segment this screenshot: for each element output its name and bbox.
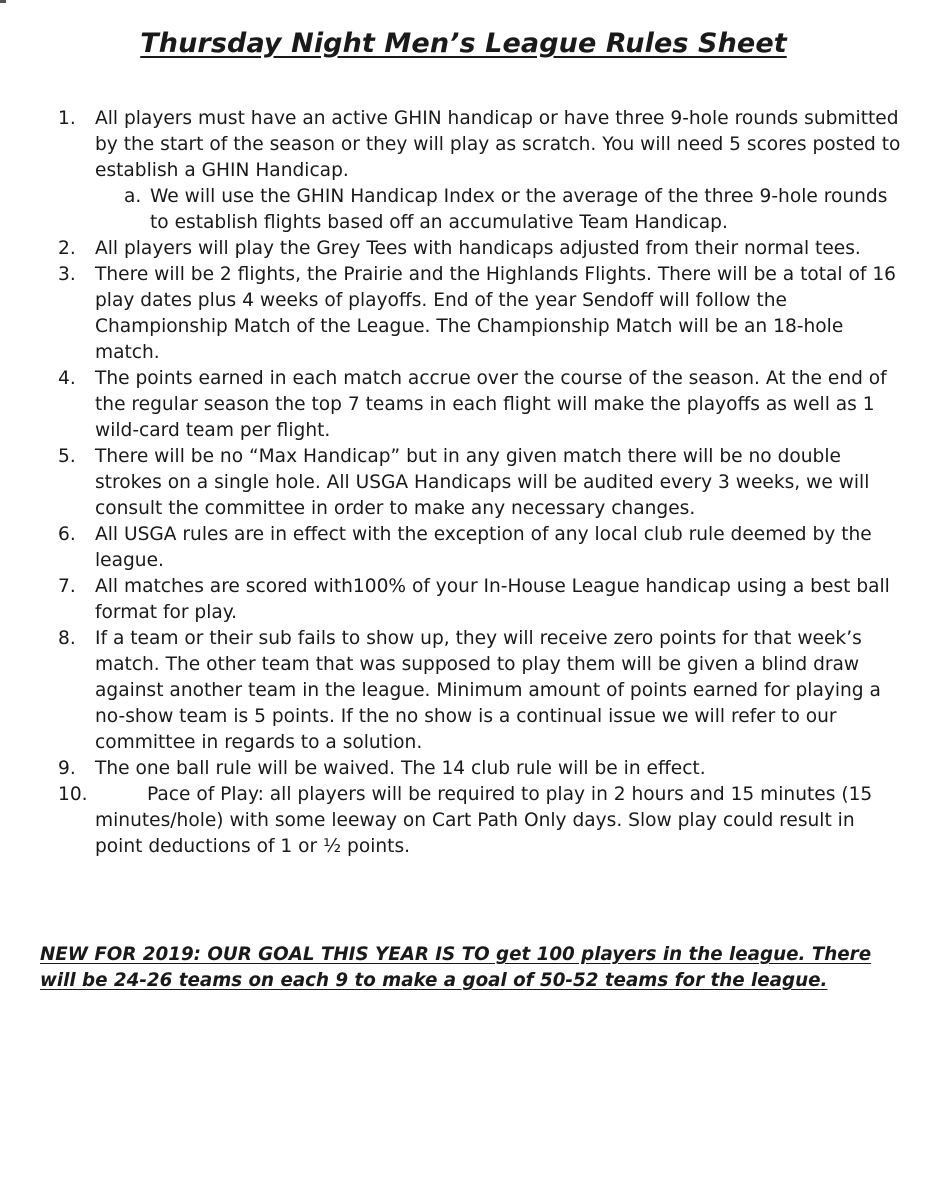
rule-item-10	[0, 782, 927, 860]
rule-item-7	[0, 574, 927, 626]
rule-text: All players will play the Grey Tees with handicaps adjusted from their normal tees.	[95, 238, 861, 259]
rules-list	[0, 106, 927, 860]
rule-text: The points earned in each match accrue over the course of the season. At the end of the regular season the top 7 teams in each flight will make the playoffs as well as 1 wild-card team per flight.	[95, 368, 887, 441]
rule-item-6	[0, 522, 927, 574]
rule-subitem-a	[0, 184, 927, 236]
rule-number: 5.	[58, 446, 76, 467]
new-for-2019-notice: NEW FOR 2019: OUR GOAL THIS YEAR IS TO get 100 players in the league. There will be 24-26 teams on each 9 to make a goal of 50-52 teams for the league.	[40, 944, 872, 991]
page-title: Thursday Night Men’s League Rules Sheet	[140, 28, 787, 59]
rule-number: 9.	[58, 758, 76, 779]
rule-text: All USGA rules are in effect with the exception of any local club rule deemed by the league.	[95, 524, 872, 571]
rule-number: 8.	[58, 628, 76, 649]
rule-item-1	[0, 106, 927, 184]
rule-number: 4.	[58, 368, 76, 389]
rule-number: 3.	[58, 264, 76, 285]
rule-text: Pace of Play: all players will be required to play in 2 hours and 15 minutes (15 minutes/hole) with some leeway on Cart Path Only days. Slow play could result in point deductions of 1 or ½ points.	[95, 784, 873, 857]
rule-item-3	[0, 262, 927, 366]
rule-item-5	[0, 444, 927, 522]
rule-number: 6.	[58, 524, 76, 545]
rule-text: There will be no “Max Handicap” but in any given match there will be no double strokes on a single hole. All USGA Handicaps will be audited every 3 weeks, we will consult the committee in order to make any necessary changes.	[95, 446, 870, 519]
rule-item-2	[0, 236, 927, 262]
rule-number: 1.	[58, 108, 76, 129]
rule-item-8	[0, 626, 927, 756]
rule-item-4	[0, 366, 927, 444]
rule-number: 7.	[58, 576, 76, 597]
rule-number: 2.	[58, 238, 76, 259]
subitem-letter: a.	[124, 186, 142, 207]
rule-text: All players must have an active GHIN handicap or have three 9-hole rounds submitted by the start of the season or they will play as scratch. You will need 5 scores posted to establish a GHIN Handicap.	[95, 108, 901, 181]
rule-item-9	[0, 756, 927, 782]
rule-text: If a team or their sub fails to show up, they will receive zero points for that week’s match. The other team that was supposed to play them will be given a blind draw against another team in the league. Minimum amount of points earned for playing a no-show team is 5 points. If the no show is a continual issue we will refer to our committee in regards to a solution.	[95, 628, 881, 753]
rule-text: There will be 2 flights, the Prairie and the Highlands Flights. There will be a total of 16 play dates plus 4 weeks of playoffs. End of the year Sendoff will follow the Championship Match of the League. The Championship Match will be an 18-hole match.	[95, 264, 896, 363]
rule-text: The one ball rule will be waived. The 14 club rule will be in effect.	[95, 758, 706, 779]
scan-mark	[0, 0, 6, 3]
rule-text: All matches are scored with100% of your In-House League handicap using a best ball format for play.	[95, 576, 890, 623]
rule-number: 10.	[58, 784, 88, 805]
subitem-text: We will use the GHIN Handicap Index or the average of the three 9-hole rounds to establish flights based off an accumulative Team Handicap.	[150, 186, 888, 233]
